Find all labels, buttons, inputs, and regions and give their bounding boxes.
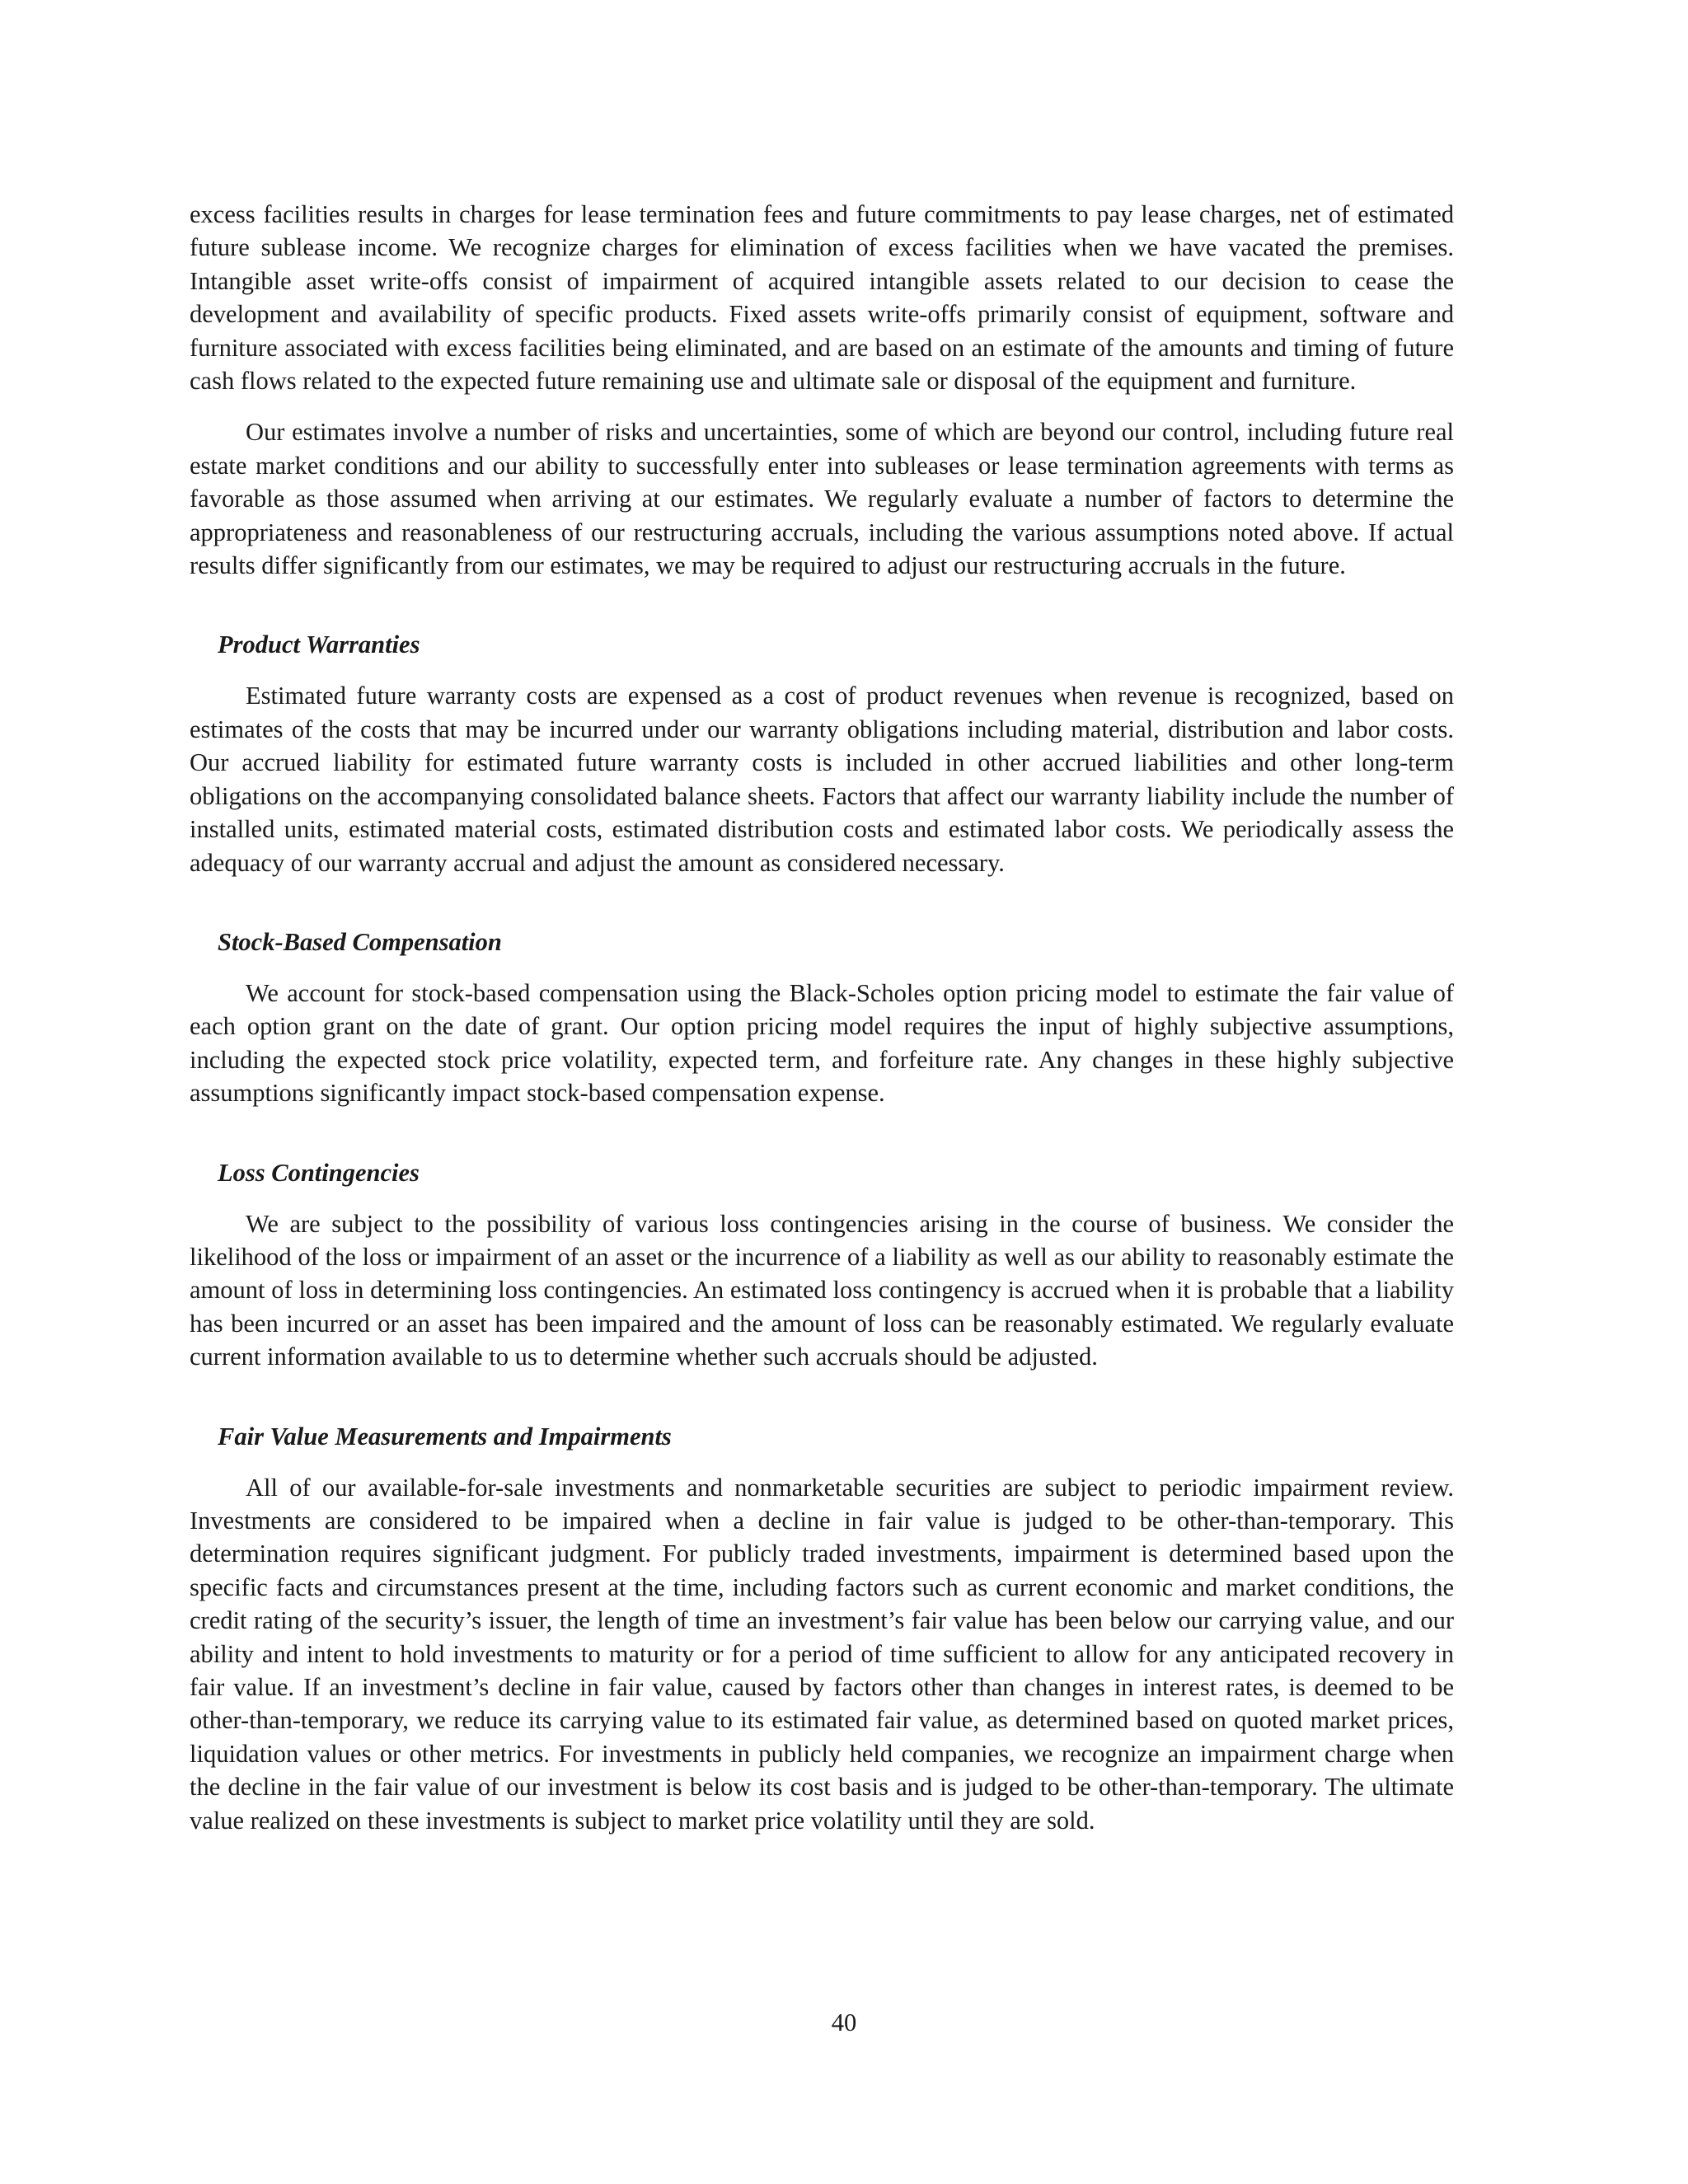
restructuring-estimates-paragraph: Our estimates involve a number of risks and uncertainties, some of which are beyond our control, including future real estate market conditions and our ability to successfully enter into subleases or lease termination agreements with terms as favorable as those assumed when arriving at our estimates. We regularly evaluate a number of factors to determine the appropriateness and reasonableness of our restructuring accruals, including the various assumptions noted above. If actual results differ significantly from our estimates, we may be required to adjust our restructuring accruals in the future. — [190, 418, 1454, 580]
document-body — [190, 198, 1454, 1837]
fair-value-measurements-paragraph: All of our available-for-sale investments and nonmarketable securities are subject to periodic impairment review. Investments are considered to be impaired when a decline in fair value is judged to be other-than-temporary. This determination requires significant judgment. For publicly traded investments, impairment is determined based upon the specific facts and circumstances present at the time, including factors such as current economic and market conditions, the credit rating of the security’s issuer, the length of time an investment’s fair value has been below our carrying value, and our ability and intent to hold investments to maturity or for a period of time sufficient to allow for any anticipated recovery in fair value. If an investment’s decline in fair value, caused by factors other than changes in interest rates, is deemed to be other-than-temporary, we reduce its carrying value to its estimated fair value, as determined based on quoted market prices, liquidation values or other metrics. For investments in publicly held companies, we recognize an impairment charge when the decline in the fair value of our investment is below its cost basis and is judged to be other-than-temporary. The ultimate value realized on these investments is subject to market price volatility until they are sold. — [190, 1473, 1454, 1835]
stock-based-compensation-paragraph: We account for stock-based compensation using the Black-Scholes option pricing model to estimate the fair value of each option grant on the date of grant. Our option pricing model requires the input of highly subjective assumptions, including the expected stock price volatility, expected term, and forfeiture rate. Any changes in these highly subjective assumptions significantly impact stock-based compensation expense. — [190, 978, 1454, 1108]
section-heading-stock-based-compensation: Stock-Based Compensation — [218, 927, 502, 956]
section-heading-product-warranties: Product Warranties — [218, 630, 420, 659]
section-heading-loss-contingencies: Loss Contingencies — [218, 1158, 420, 1187]
page-number: 40 — [831, 2008, 857, 2036]
loss-contingencies-paragraph: We are subject to the possibility of various loss contingencies arising in the course of business. We consider the likelihood of the loss or impairment of an asset or the incurrence of a liability as well as our ability to reasonably estimate the amount of loss in determining loss contingencies. An estimated loss contingency is accrued when it is probable that a liability has been incurred or an asset has been impaired and the amount of loss can be reasonably estimated. We regularly evaluate current information available to us to determine whether such accruals should be adjusted. — [190, 1209, 1454, 1371]
intro-paragraph: excess facilities results in charges for lease termination fees and future commitments to pay lease charges, net of estimated future sublease income. We recognize charges for elimination of excess facilities when we have vacated the premises. Intangible asset write-offs consist of impairment of acquired intangible assets related to our decision to cease the development and availability of specific products. Fixed assets write-offs primarily consist of equipment, software and furniture associated with excess facilities being eliminated, and are based on an estimate of the amounts and timing of future cash flows related to the expected future remaining use and ultimate sale or disposal of the equipment and furniture. — [190, 200, 1454, 396]
section-heading-fair-value-measurements: Fair Value Measurements and Impairments — [218, 1422, 672, 1451]
product-warranties-paragraph: Estimated future warranty costs are expensed as a cost of product revenues when revenue is recognized, based on estimates of the costs that may be incurred under our warranty obligations including material, distribution and labor costs. Our accrued liability for estimated future warranty costs is included in other accrued liabilities and other long-term obligations on the accompanying consolidated balance sheets. Factors that affect our warranty liability include the number of installed units, estimated material costs, estimated distribution costs and estimated labor costs. We periodically assess the adequacy of our warranty accrual and adjust the amount as considered necessary. — [190, 682, 1454, 877]
